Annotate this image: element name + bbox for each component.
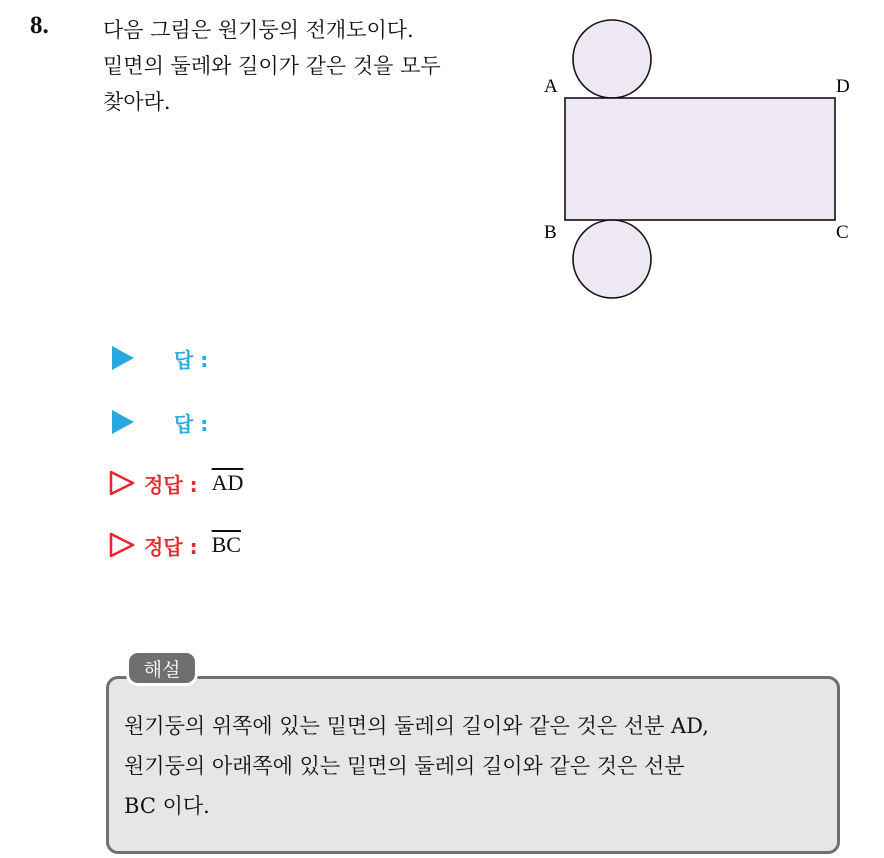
outline-triangle-icon	[108, 470, 136, 496]
explanation-line: 원기둥의 위쪽에 있는 밑면의 둘레의 길이와 같은 것은 선분 AD,	[124, 714, 709, 738]
question-line: 찾아라.	[103, 90, 171, 114]
correct-answer-segment: $\overline{BC}$	[211, 532, 241, 557]
answer-label: 답 :	[174, 411, 209, 436]
play-triangle-icon	[112, 346, 134, 370]
answer-row	[108, 404, 208, 440]
top-base-circle	[573, 20, 651, 98]
question-line: 밑면의 둘레와 길이가 같은 것을 모두	[103, 54, 441, 78]
question-line: 다음 그림은 원기둥의 전개도이다.	[103, 18, 414, 42]
play-triangle-icon	[112, 410, 134, 434]
explanation-tag: 해설	[126, 650, 198, 686]
question-text	[103, 12, 523, 120]
explanation-line: 원기둥의 아래쪽에 있는 밑면의 둘레의 길이와 같은 것은 선분	[124, 754, 685, 778]
correct-answer-row	[108, 465, 243, 501]
correct-answer-label: 정답 :	[144, 472, 198, 497]
cylinder-net-diagram	[530, 10, 870, 310]
explanation-text	[124, 706, 834, 826]
vertex-label-c: C	[836, 222, 849, 243]
answer-row	[108, 340, 208, 376]
outline-triangle-icon	[108, 532, 136, 558]
correct-answer-label: 정답 :	[144, 534, 198, 559]
answer-label: 답 :	[174, 347, 209, 372]
correct-answer-segment: $\overline{AD}$	[211, 470, 244, 495]
vertex-label-d: D	[836, 76, 850, 97]
vertex-label-a: A	[544, 76, 558, 97]
correct-answer-row	[108, 527, 241, 563]
explanation-line: BC 이다.	[124, 794, 210, 818]
lateral-rectangle	[565, 98, 835, 220]
bottom-base-circle	[573, 220, 651, 298]
question-number: 8.	[30, 12, 49, 39]
vertex-label-b: B	[544, 222, 557, 243]
